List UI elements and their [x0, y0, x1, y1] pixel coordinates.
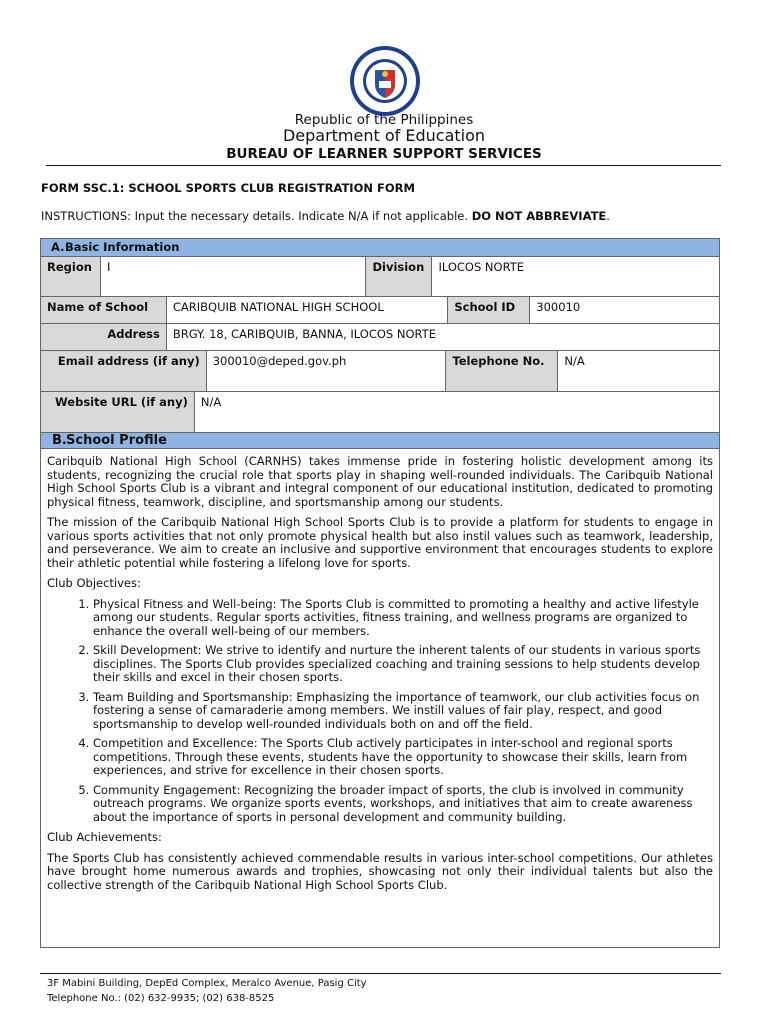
division-label: Division	[366, 257, 432, 297]
bureau-heading: BUREAU OF LEARNER SUPPORT SERVICES	[226, 146, 542, 162]
list-item: 4. Competition and Excellence: The Sports Club actively participates in inter-school and regional sports competitions. Through these events, students have the opportunity to showcase their skills, learn from experiences, and strive for excellence in their chosen sports.	[93, 737, 713, 778]
list-item: 1. Physical Fitness and Well-being: The Sports Club is committed to promoting a healthy and active lifestyle among our students. Regular sports activities, fitness training, and wellness programs are organized to enhance the overall well-being of our members.	[93, 598, 713, 639]
school-name-row	[40, 296, 720, 351]
division-field[interactable]: ILOCOS NORTE	[432, 257, 720, 297]
list-item: 5. Community Engagement: Recognizing the broader impact of sports, the club is involved in community outreach programs. We organize sports events, workshops, and initiatives that aim to create awareness about the importance of sports in personal development and community building.	[93, 784, 713, 825]
deped-seal-logo	[348, 44, 422, 118]
section-a-header: A.Basic Information	[41, 239, 720, 257]
achievements-paragraph: The Sports Club has consistently achieved commendable results in various inter-school competitions. Our athletes have brought home numerous awards and trophies, showcasing not only their individual talents but also the collective strength of the Caribquib National High School Sports Club.	[47, 850, 713, 892]
form-title: FORM SSC.1: SCHOOL SPORTS CLUB REGISTRATION FORM	[41, 181, 415, 195]
address-label: Address	[41, 324, 167, 351]
email-label: Email address (if any)	[41, 351, 207, 392]
school-profile-field[interactable]	[40, 448, 720, 948]
footer-telephone: Telephone No.: (02) 632-9935; (02) 638-8525	[47, 993, 275, 1004]
website-label: Website URL (if any)	[41, 392, 195, 433]
header-divider	[46, 165, 721, 166]
republic-heading: Republic of the Philippines	[294, 112, 474, 128]
basic-information-table	[40, 238, 720, 297]
profile-paragraph-2: The mission of the Caribquib National High School Sports Club is to provide a platform for students to engage in various sports activities that not only promote physical health but also instil values such as teamwork, leadership, and perseverance. We aim to create an inclusive and supportive environment that encourages students to explore their athletic potential while fostering a lifelong love for sports.	[47, 515, 713, 570]
instructions: INSTRUCTIONS: Input the necessary details. Indicate N/A if not applicable. DO NOT ABBREVIATE.	[41, 209, 610, 223]
footer-address: 3F Mabini Building, DepEd Complex, Meralco Avenue, Pasig City	[47, 978, 367, 989]
telephone-field[interactable]: N/A	[558, 351, 720, 392]
objectives-heading: Club Objectives:	[47, 576, 141, 590]
school-name-label: Name of School	[41, 297, 167, 324]
email-row	[40, 350, 720, 392]
list-item: 3. Team Building and Sportsmanship: Emphasizing the importance of teamwork, our club activities focus on fostering a sense of camaraderie among members. We instill values of fair play, respect, and good sportsmanship to develop well-rounded individuals both on and off the field.	[93, 691, 713, 732]
region-field[interactable]: I	[100, 257, 365, 297]
region-label: Region	[41, 257, 101, 297]
address-field[interactable]: BRGY. 18, CARIBQUIB, BANNA, ILOCOS NORTE	[166, 324, 719, 351]
telephone-label: Telephone No.	[446, 351, 558, 392]
website-row	[40, 391, 720, 433]
department-heading: Department of Education	[282, 126, 486, 145]
website-field[interactable]: N/A	[194, 392, 719, 433]
email-field[interactable]: 300010@deped.gov.ph	[206, 351, 446, 392]
school-id-field[interactable]: 300010	[530, 297, 720, 324]
achievements-heading: Club Achievements:	[47, 830, 162, 844]
footer-divider	[40, 973, 721, 974]
profile-paragraph-1: Caribquib National High School (CARNHS) takes immense pride in fostering holistic development among its students, recognizing the crucial role that sports play in shaping well-rounded individuals. The Caribquib National High School Sports Club is a vibrant and integral component of our educational institution, dedicated to promoting physical fitness, teamwork, discipline, and sportsmanship among our students.	[47, 454, 713, 509]
objectives-list	[47, 598, 713, 825]
school-name-field[interactable]: CARIBQUIB NATIONAL HIGH SCHOOL	[166, 297, 448, 324]
school-id-label: School ID	[448, 297, 530, 324]
list-item: 2. Skill Development: We strive to identify and nurture the inherent talents of our students in various sports disciplines. The Sports Club provides specialized coaching and training sessions to help students develop their skills and excel in their chosen sports.	[93, 644, 713, 685]
section-b-header: B.School Profile	[40, 432, 720, 449]
